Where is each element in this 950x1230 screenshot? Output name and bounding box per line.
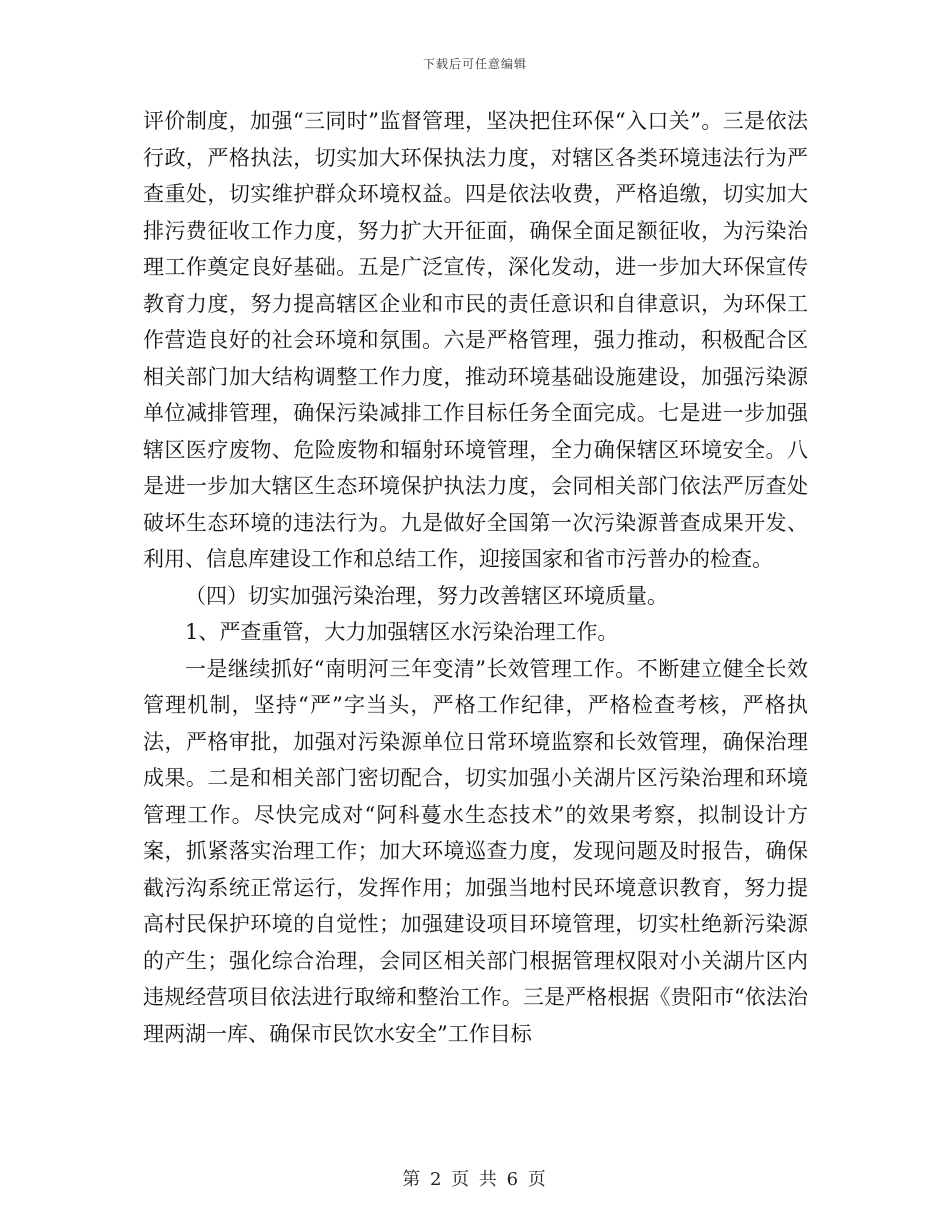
section-heading-4: （四）切实加强污染治理，努力改善辖区环境质量。	[185, 583, 668, 608]
subsection-heading-1: 1、严查重管，大力加强辖区水污染治理工作。	[185, 620, 619, 644]
page-number-footer: 第 2 页 共 6 页	[402, 1169, 548, 1190]
document-body	[143, 103, 808, 1052]
page-header-note: 下载后可任意编辑	[422, 57, 527, 71]
paragraph-water-pollution: 一是继续抓好“南明河三年变清”长效管理工作。不断建立健全长效管理机制，坚持“严”字当头，严格工作纪律，严格检查考核，严格执法，严格审批，加强对污染源单位日常环境监察和长效管理，确保治理成果。二是和相关部门密切配合，切实加强小关湖片区污染治理和环境管理工作。尽快完成对“阿科蔓水生态技术”的效果考察，拟制设计方案，抓紧落实治理工作；加大环境巡查力度，发现问题及时报告，确保截污沟系统正常运行，发挥作用；加强当地村民环境意识教育，努力提高村民保护环境的自觉性；加强建设项目环境管理，切实杜绝新污染源的产生；强化综合治理，会同区相关部门根据管理权限对小关湖片区内违规经营项目依法进行取缔和整治工作。三是严格根据《贵阳市“依法治理两湖一库、确保市民饮水安全”工作目标	[143, 656, 808, 1046]
paragraph-continuation: 评价制度，加强“三同时”监督管理，坚决把住环保“入口关”。三是依法行政，严格执法，切实加大环保执法力度，对辖区各类环境违法行为严查重处，切实维护群众环境权益。四是依法收费，严格追缴，切实加大排污费征收工作力度，努力扩大开征面，确保全面足额征收，为污染治理工作奠定良好基础。五是广泛宣传，深化发动，进一步加大环保宣传教育力度，努力提高辖区企业和市民的责任意识和自律意识，为环保工作营造良好的社会环境和氛围。六是严格管理，强力推动，积极配合区相关部门加大结构调整工作力度，推动环境基础设施建设，加强污染源单位减排管理，确保污染减排工作目标任务全面完成。七是进一步加强辖区医疗废物、危险废物和辐射环境管理，全力确保辖区环境安全。八是进一步加大辖区生态环境保护执法力度，会同相关部门依法严厉查处破坏生态环境的违法行为。九是做好全国第一次污染源普查成果开发、利用、信息库建设工作和总结工作，迎接国家和省市污普办的检查。	[143, 109, 808, 571]
